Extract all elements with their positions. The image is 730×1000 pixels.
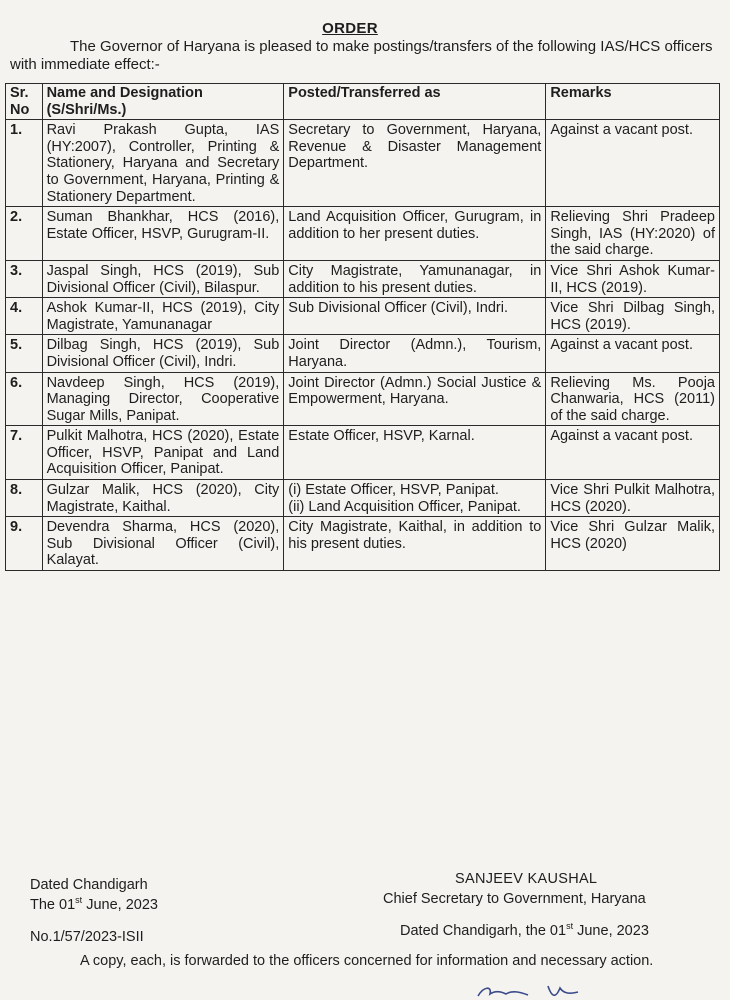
table-row [6, 298, 720, 335]
posted-line: Land Acquisition Officer, Gurugram, in addition to her present duties. [288, 209, 542, 242]
row-sr-no: 6. [6, 372, 43, 426]
posted-line: Estate Officer, HSVP, Karnal. [288, 428, 475, 445]
order-date: The 01st June, 2023 [30, 895, 158, 913]
row-sr-no: 8. [6, 480, 43, 517]
posted-line: (ii) Land Acquisition Officer, Panipat. [288, 498, 521, 515]
row-posted-as [284, 480, 546, 517]
posted-line: City Magistrate, Yamunanagar, in addition to his present duties. [288, 262, 542, 296]
row-remarks: Relieving Shri Pradeep Singh, IAS (HY:2020) of the said charge. [546, 207, 720, 261]
table-row [6, 517, 720, 571]
row-sr-no: 1. [6, 120, 43, 207]
row-sr-no: 9. [6, 517, 43, 571]
posted-line: Joint Director (Admn.) Social Justice & Empowerment, Haryana. [288, 374, 542, 408]
posted-line: Joint Director (Admn.), Tourism, Haryana. [288, 337, 542, 370]
row-name-designation: Gulzar Malik, HCS (2020), City Magistrate, Kaithal. [42, 480, 284, 517]
row-name-designation: Navdeep Singh, HCS (2019), Managing Director, Cooperative Sugar Mills, Panipat. [42, 372, 284, 426]
signatory-title: Chief Secretary to Government, Haryana [383, 891, 646, 907]
row-name-designation: Suman Bhankhar, HCS (2016), Estate Officer, HSVP, Gurugram-II. [42, 207, 284, 261]
table-header-row [6, 84, 720, 120]
posted-line: Secretary to Government, Haryana, Revenue & Disaster Management Department. [288, 122, 542, 172]
row-name-designation: Dilbag Singh, HCS (2019), Sub Divisional Officer (Civil), Indri. [42, 335, 284, 372]
memo-number: No.1/57/2023-ISII [30, 929, 144, 945]
table-row [6, 480, 720, 517]
row-remarks: Vice Shri Gulzar Malik, HCS (2020) [546, 517, 720, 571]
signature-mark [470, 980, 600, 1000]
row-sr-no: 2. [6, 207, 43, 261]
row-sr-no: 5. [6, 335, 43, 372]
row-posted-as [284, 260, 546, 297]
memo-date: Dated Chandigarh, the 01st June, 2023 [400, 921, 649, 939]
table-row [6, 120, 720, 207]
table-row [6, 426, 720, 480]
row-name-designation: Pulkit Malhotra, HCS (2020), Estate Officer, HSVP, Panipat and Land Acquisition Officer, Panipat. [42, 426, 284, 480]
row-posted-as [284, 372, 546, 426]
posted-line: City Magistrate, Kaithal, in addition to his present duties. [288, 519, 542, 552]
signatory-name: SANJEEV KAUSHAL [455, 871, 598, 887]
order-title: ORDER [322, 20, 378, 37]
table-row [6, 335, 720, 372]
row-posted-as [284, 335, 546, 372]
row-posted-as [284, 207, 546, 261]
table-row [6, 207, 720, 261]
row-posted-as [284, 517, 546, 571]
posted-line: (i) Estate Officer, HSVP, Panipat. [288, 482, 499, 499]
row-name-designation: Ashok Kumar-II, HCS (2019), City Magistrate, Yamunanagar [42, 298, 284, 335]
row-remarks: Vice Shri Dilbag Singh, HCS (2019). [546, 298, 720, 335]
table-row [6, 372, 720, 426]
header-sr-no: Sr. No [6, 84, 43, 120]
row-sr-no: 7. [6, 426, 43, 480]
posted-line: Sub Divisional Officer (Civil), Indri. [288, 300, 508, 317]
order-intro: The Governor of Haryana is pleased to make postings/transfers of the following IAS/HCS officers with immediate effect:- [10, 38, 713, 73]
table-row [6, 260, 720, 297]
postings-table [5, 83, 720, 571]
header-remarks: Remarks [546, 84, 720, 120]
row-name-designation: Devendra Sharma, HCS (2020), Sub Divisional Officer (Civil), Kalayat. [42, 517, 284, 571]
row-posted-as [284, 298, 546, 335]
row-posted-as [284, 120, 546, 207]
copy-forward-text: A copy, each, is forwarded to the officers concerned for information and necessary action. [80, 953, 654, 969]
row-sr-no: 4. [6, 298, 43, 335]
header-name-designation: Name and Designation (S/Shri/Ms.) [42, 84, 284, 120]
row-remarks: Against a vacant post. [546, 335, 720, 372]
row-remarks: Relieving Ms. Pooja Chanwaria, HCS (2011) of the said charge. [546, 372, 720, 426]
row-sr-no: 3. [6, 260, 43, 297]
row-remarks: Vice Shri Pulkit Malhotra, HCS (2020). [546, 480, 720, 517]
row-remarks: Against a vacant post. [546, 120, 720, 207]
header-posted-transferred: Posted/Transferred as [284, 84, 546, 120]
dated-place: Dated Chandigarh [30, 877, 148, 893]
row-remarks: Vice Shri Ashok Kumar-II, HCS (2019). [546, 260, 720, 297]
row-remarks: Against a vacant post. [546, 426, 720, 480]
row-name-designation: Ravi Prakash Gupta, IAS (HY:2007), Controller, Printing & Stationery, Haryana and Secretary to Government, Haryana, Printing & Stationery Department. [42, 120, 284, 207]
row-posted-as [284, 426, 546, 480]
row-name-designation: Jaspal Singh, HCS (2019), Sub Divisional Officer (Civil), Bilaspur. [42, 260, 284, 297]
